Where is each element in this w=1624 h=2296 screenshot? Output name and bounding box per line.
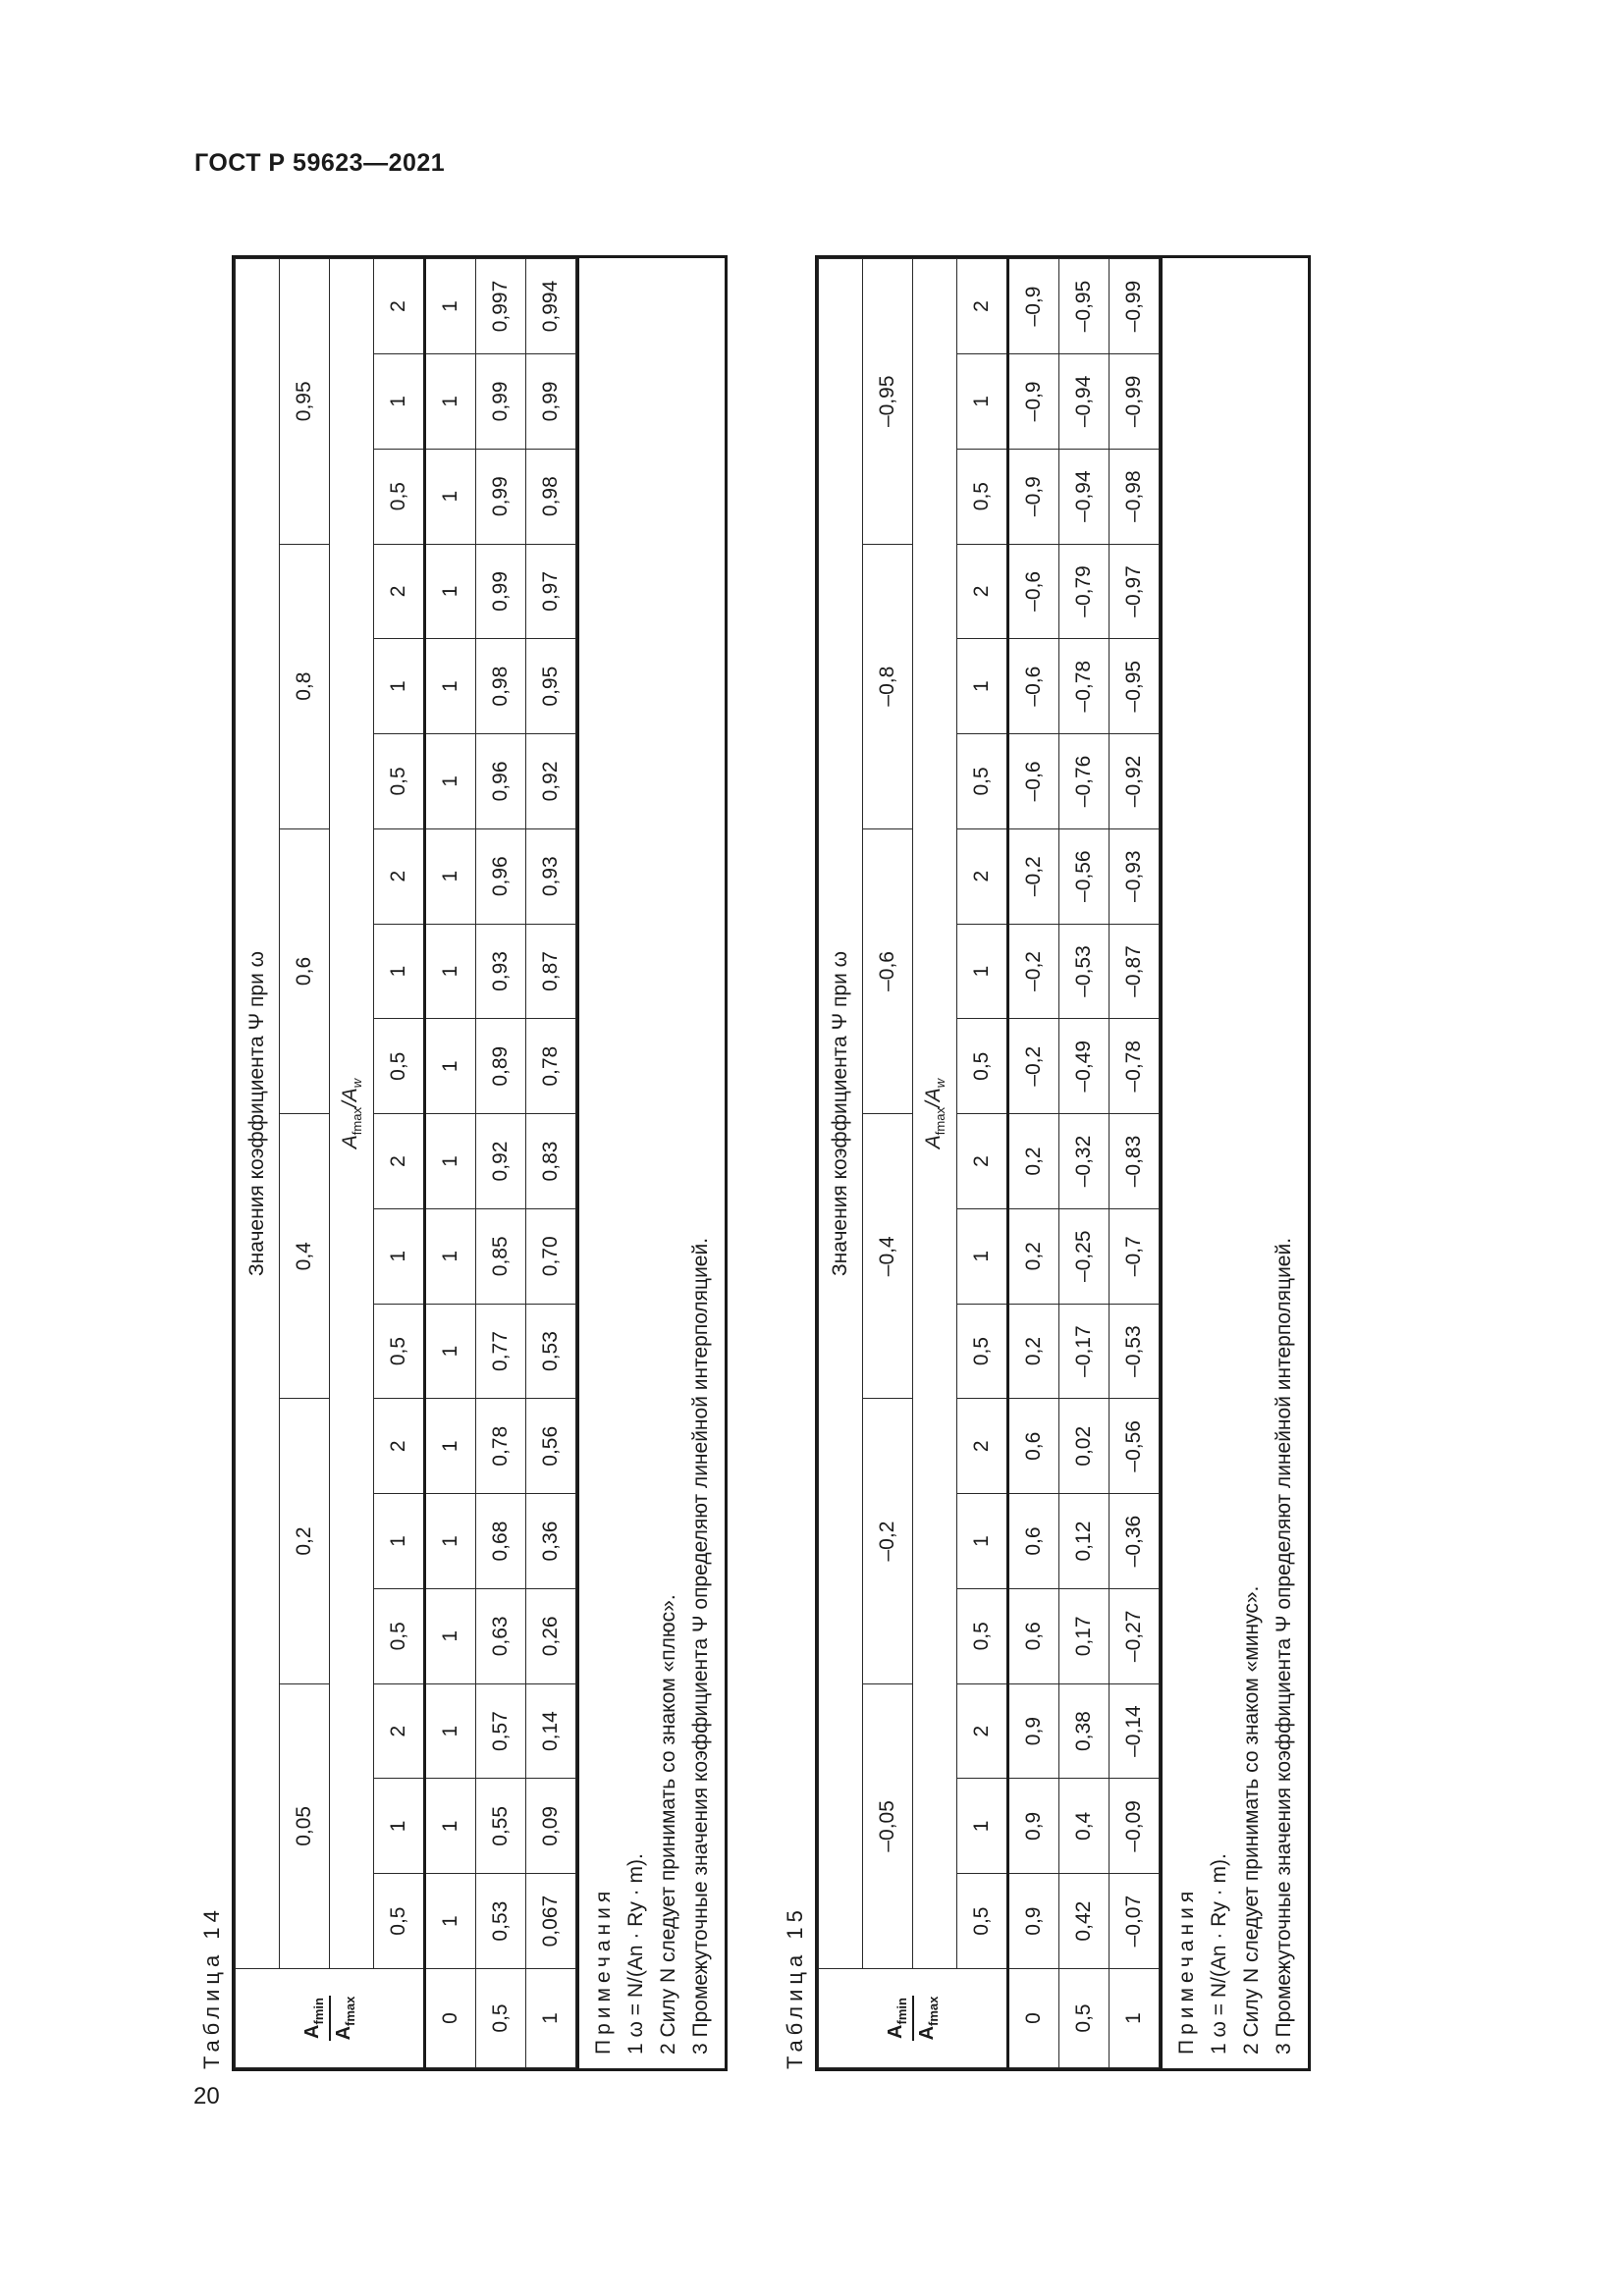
sub-header-cell: 0,5 [374, 1304, 425, 1399]
sub-header-cell: 2 [374, 259, 425, 354]
fraction-numerator: $A_{fmin}$ [301, 1996, 330, 2041]
sub-header-cell: 1 [374, 639, 425, 734]
omega-value: –0,4 [863, 1114, 913, 1399]
table-cell: 0,70 [526, 1208, 576, 1304]
sub-header-cell: 1 [374, 1494, 425, 1589]
table-cell: –0,27 [1110, 1588, 1160, 1683]
table-cell: 0,26 [526, 1588, 576, 1683]
table-cell: –0,99 [1110, 259, 1160, 354]
table-cell: 0,98 [476, 639, 526, 734]
sub-header-row [957, 259, 1008, 2068]
table-cell: –0,92 [1110, 734, 1160, 829]
sub-header-cell: 2 [374, 1683, 425, 1779]
table-row [476, 259, 526, 2068]
denominator-subscript: fmax [925, 1996, 941, 2026]
sub-header-cell: 0,5 [374, 449, 425, 544]
table-cell: 0,83 [526, 1114, 576, 1209]
table-14 [235, 258, 576, 2068]
table-cell: 0,63 [476, 1588, 526, 1683]
table-cell: 0,067 [526, 1874, 576, 1969]
table-cell: –0,17 [1059, 1304, 1110, 1399]
fraction-numerator: $A_{fmin}$ [885, 1996, 913, 2041]
sub-header-cell: 1 [374, 353, 425, 449]
table-cell: –0,95 [1059, 259, 1110, 354]
table-cell: 1 [425, 1208, 476, 1304]
sub-header-cell: 2 [957, 544, 1008, 639]
table-cell: 1 [425, 1588, 476, 1683]
table-cell: 0,96 [476, 828, 526, 924]
numerator-subscript: fmin [311, 1998, 327, 2025]
table-cell: 0,9 [1008, 1779, 1059, 1874]
row-header-cell [236, 1969, 425, 2068]
table-cell: 1 [425, 1399, 476, 1494]
table-cell: 0,12 [1059, 1494, 1110, 1589]
table-cell: 0,6 [1008, 1399, 1059, 1494]
table-cell: –0,79 [1059, 544, 1110, 639]
fraction-denominator: $A_{fmax}$ [915, 1996, 941, 2041]
header-title-row [236, 259, 280, 2068]
sub-header-cell: 1 [374, 1208, 425, 1304]
table-cell: 1 [425, 1779, 476, 1874]
sub-header-cell: 1 [374, 1779, 425, 1874]
table-cell: 0,68 [476, 1494, 526, 1589]
table-cell: –0,9 [1008, 449, 1059, 544]
table-cell: 0,9 [1008, 1874, 1059, 1969]
table-cell: –0,2 [1008, 828, 1059, 924]
table-cell: 0,42 [1059, 1874, 1110, 1969]
notes-title: Примечания [592, 1886, 615, 2055]
omega-value: 0,2 [280, 1399, 330, 1683]
table-cell: 0,87 [526, 924, 576, 1019]
table-cell: 1 [425, 1683, 476, 1779]
sub-header-cell: 0,5 [957, 734, 1008, 829]
denominator-subscript: fmax [342, 1996, 357, 2026]
table-cell: 0,17 [1059, 1588, 1110, 1683]
table-cell: 1 [425, 1114, 476, 1209]
note-3: 3 Промежуточные значения коэффициента Ψ определяют линейной интерполяцией. [689, 1237, 712, 2055]
table-15-caption: Таблица 15 [783, 1905, 807, 2069]
table-cell: –0,94 [1059, 449, 1110, 544]
table-cell: –0,2 [1008, 924, 1059, 1019]
notes-title: Примечания [1175, 1886, 1198, 2055]
table-title: Значения коэффициента Ψ при ω [819, 259, 863, 1969]
table-cell: 0,92 [476, 1114, 526, 1209]
sub-header-row [374, 259, 425, 2068]
table-cell: 0,38 [1059, 1683, 1110, 1779]
table-cell: 0,89 [476, 1019, 526, 1114]
table-cell: –0,36 [1110, 1494, 1160, 1589]
table-cell: 1 [425, 924, 476, 1019]
sub-header-cell: 2 [374, 1114, 425, 1209]
table-cell: –0,9 [1008, 353, 1059, 449]
omega-value: 0,6 [280, 828, 330, 1113]
table-cell: 0,6 [1008, 1494, 1059, 1589]
ratio-subscript: w [350, 1078, 365, 1089]
table-row [1059, 259, 1110, 2068]
table-cell: –0,94 [1059, 353, 1110, 449]
table-cell: 0,93 [476, 924, 526, 1019]
table-cell: –0,6 [1008, 639, 1059, 734]
row-label: 1 [526, 1969, 576, 2068]
omega-value: –0,8 [863, 544, 913, 828]
table-cell: 1 [425, 1019, 476, 1114]
omega-value: –0,6 [863, 828, 913, 1113]
sub-header-cell: 0,5 [957, 1588, 1008, 1683]
table-cell: –0,78 [1110, 1019, 1160, 1114]
table-cell: –0,53 [1110, 1304, 1160, 1399]
sub-header-cell: 1 [957, 1779, 1008, 1874]
table-row [425, 259, 476, 2068]
sub-header-cell: 1 [957, 639, 1008, 734]
table-cell: –0,56 [1059, 828, 1110, 924]
sub-header-cell: 2 [957, 259, 1008, 354]
note-2: 2 Силу N следует принимать со знаком «минус». [1240, 1585, 1263, 2055]
table-cell: 0,93 [526, 828, 576, 924]
omega-value: –0,2 [863, 1399, 913, 1683]
page-number: 20 [193, 2083, 220, 2109]
row-label: 0,5 [476, 1969, 526, 2068]
table-cell: 0,36 [526, 1494, 576, 1589]
omega-row [863, 259, 913, 2068]
table-cell: 0,96 [476, 734, 526, 829]
table-cell: 0,9 [1008, 1683, 1059, 1779]
table-cell: –0,2 [1008, 1019, 1059, 1114]
omega-value: 0,8 [280, 544, 330, 828]
sub-header-cell: 2 [957, 1114, 1008, 1209]
sub-header-cell: 1 [957, 1494, 1008, 1589]
note-2: 2 Силу N следует принимать со знаком «плюс». [657, 1594, 679, 2055]
numerator-subscript: fmin [894, 1998, 910, 2025]
note-1: 1 ω = N/(An · Ry · m). [1208, 1853, 1230, 2055]
row-label: 1 [1110, 1969, 1160, 2068]
table-cell: 0,53 [476, 1874, 526, 1969]
table-row [1008, 259, 1059, 2068]
table-cell: 1 [425, 544, 476, 639]
omega-row [280, 259, 330, 2068]
ratio-label: $A_{fmax}/A_w$ [330, 259, 374, 1969]
ratio-row [330, 259, 374, 2068]
sub-header-cell: 0,5 [957, 449, 1008, 544]
table-cell: 0,09 [526, 1779, 576, 1874]
table-cell: 0,92 [526, 734, 576, 829]
sub-header-cell: 1 [957, 1208, 1008, 1304]
omega-value: –0,95 [863, 259, 913, 545]
row-header-fraction [885, 1996, 941, 2041]
table-cell: 0,99 [526, 353, 576, 449]
omega-value: –0,05 [863, 1683, 913, 1968]
table-cell: –0,6 [1008, 734, 1059, 829]
table-cell: –0,32 [1059, 1114, 1110, 1209]
note-3: 3 Промежуточные значения коэффициента Ψ определяют линейной интерполяцией. [1272, 1237, 1295, 2055]
table-cell: 0,57 [476, 1683, 526, 1779]
table-cell: 0,55 [476, 1779, 526, 1874]
sub-header-cell: 0,5 [374, 734, 425, 829]
table-cell: –0,09 [1110, 1779, 1160, 1874]
table-cell: 0,97 [526, 544, 576, 639]
table-cell: –0,98 [1110, 449, 1160, 544]
sub-header-cell: 0,5 [957, 1874, 1008, 1969]
table-14-body [236, 259, 576, 2068]
table-cell: –0,78 [1059, 639, 1110, 734]
table-cell: –0,76 [1059, 734, 1110, 829]
table-cell: –0,25 [1059, 1208, 1110, 1304]
table-cell: 0,6 [1008, 1588, 1059, 1683]
table-15-block [776, 157, 1311, 2071]
table-cell: –0,49 [1059, 1019, 1110, 1114]
sub-header-cell: 0,5 [957, 1304, 1008, 1399]
header-title-row [819, 259, 863, 2068]
row-label: 0 [1008, 1969, 1059, 2068]
table-14-caption: Таблица 14 [199, 1905, 224, 2069]
table-cell: 0,994 [526, 259, 576, 354]
sub-header-cell: 2 [374, 1399, 425, 1494]
sub-header-cell: 1 [374, 924, 425, 1019]
row-header-cell [819, 1969, 1008, 2068]
table-cell: 0,95 [526, 639, 576, 734]
table-14-frame [232, 255, 728, 2071]
omega-value: 0,95 [280, 259, 330, 545]
table-15 [818, 258, 1160, 2068]
sub-header-cell: 2 [957, 1399, 1008, 1494]
sub-header-cell: 1 [957, 353, 1008, 449]
ratio-subscript: fmax [933, 1107, 948, 1136]
row-label: 0 [425, 1969, 476, 2068]
table-cell: 0,98 [526, 449, 576, 544]
table-row [1110, 259, 1160, 2068]
table-cell: 1 [425, 828, 476, 924]
table-cell: 0,4 [1059, 1779, 1110, 1874]
sub-header-cell: 2 [957, 828, 1008, 924]
table-cell: 1 [425, 1874, 476, 1969]
ratio-subscript: fmax [350, 1107, 365, 1136]
table-cell: 0,78 [526, 1019, 576, 1114]
table-cell: 0,56 [526, 1399, 576, 1494]
table-14-block [192, 157, 728, 2071]
document-header: ГОСТ Р 59623—2021 [194, 149, 446, 177]
ratio-label: $A_{fmax}/A_w$ [913, 259, 957, 1969]
table-cell: –0,56 [1110, 1399, 1160, 1494]
table-cell: 0,2 [1008, 1208, 1059, 1304]
table-cell: 0,78 [476, 1399, 526, 1494]
sub-header-cell: 0,5 [374, 1019, 425, 1114]
table-cell: 0,85 [476, 1208, 526, 1304]
table-cell: 1 [425, 259, 476, 354]
table-cell: –0,87 [1110, 924, 1160, 1019]
table-cell: 0,997 [476, 259, 526, 354]
table-cell: 1 [425, 449, 476, 544]
table-cell: 1 [425, 1494, 476, 1589]
sub-header-cell: 0,5 [957, 1019, 1008, 1114]
table-cell: 0,99 [476, 544, 526, 639]
table-cell: 1 [425, 1304, 476, 1399]
table-15-notes [1160, 258, 1308, 2068]
ratio-subscript: w [933, 1078, 948, 1089]
sub-header-cell: 2 [374, 544, 425, 639]
table-cell: 0,2 [1008, 1114, 1059, 1209]
table-cell: 0,77 [476, 1304, 526, 1399]
row-label: 0,5 [1059, 1969, 1110, 2068]
table-cell: –0,93 [1110, 828, 1160, 924]
table-cell: –0,53 [1059, 924, 1110, 1019]
table-cell: –0,97 [1110, 544, 1160, 639]
table-cell: 0,02 [1059, 1399, 1110, 1494]
table-title: Значения коэффициента Ψ при ω [236, 259, 280, 1969]
table-cell: 1 [425, 353, 476, 449]
table-cell: –0,83 [1110, 1114, 1160, 1209]
table-cell: –0,99 [1110, 353, 1160, 449]
table-cell: 0,14 [526, 1683, 576, 1779]
table-cell: 0,99 [476, 353, 526, 449]
table-cell: –0,7 [1110, 1208, 1160, 1304]
table-15-body [819, 259, 1160, 2068]
table-cell: –0,07 [1110, 1874, 1160, 1969]
sub-header-cell: 2 [957, 1683, 1008, 1779]
table-cell: 0,53 [526, 1304, 576, 1399]
table-cell: 0,99 [476, 449, 526, 544]
row-header-fraction [301, 1996, 357, 2041]
table-14-notes [576, 258, 725, 2068]
table-cell: –0,6 [1008, 544, 1059, 639]
omega-value: 0,05 [280, 1683, 330, 1968]
table-cell: –0,95 [1110, 639, 1160, 734]
sub-header-cell: 0,5 [374, 1588, 425, 1683]
table-cell: –0,9 [1008, 259, 1059, 354]
fraction-denominator: $A_{fmax}$ [332, 1996, 357, 2041]
omega-value: 0,4 [280, 1114, 330, 1399]
note-1: 1 ω = N/(An · Ry · m). [624, 1853, 647, 2055]
ratio-row [913, 259, 957, 2068]
sub-header-cell: 2 [374, 828, 425, 924]
table-15-frame [815, 255, 1311, 2071]
table-cell: 0,2 [1008, 1304, 1059, 1399]
table-cell: –0,14 [1110, 1683, 1160, 1779]
table-row [526, 259, 576, 2068]
sub-header-cell: 1 [957, 924, 1008, 1019]
table-cell: 1 [425, 734, 476, 829]
table-cell: 1 [425, 639, 476, 734]
sub-header-cell: 0,5 [374, 1874, 425, 1969]
